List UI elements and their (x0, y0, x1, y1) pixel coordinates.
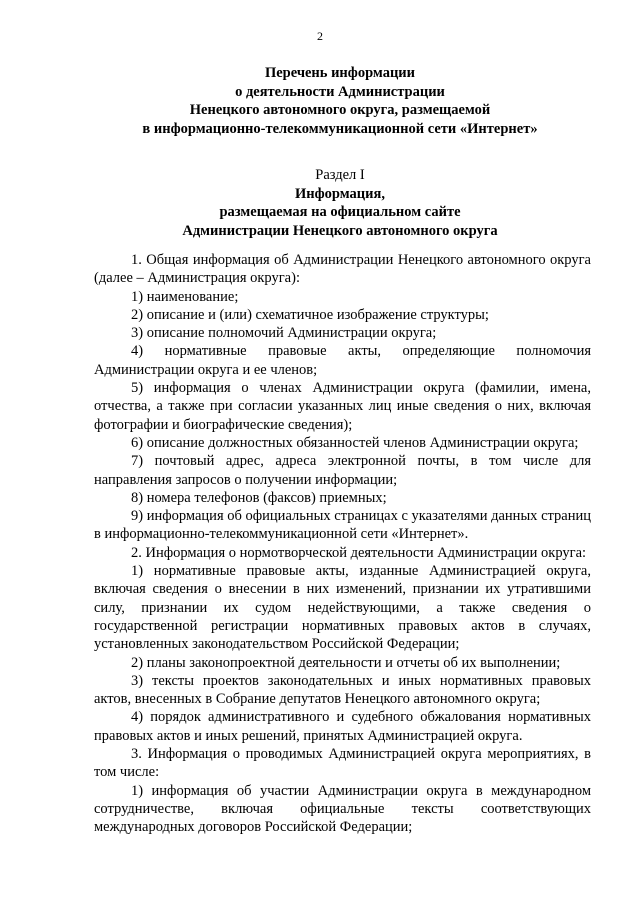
title-line-2: о деятельности Администрации (235, 83, 445, 100)
paragraph: 9) информация об официальных страницах с указателями данных страниц в информационно-телекоммуникационной сети «Интернет». (94, 508, 591, 543)
document-body (94, 251, 591, 837)
section-heading-2: размещаемая на официальном сайте (219, 204, 461, 220)
paragraph: 3) тексты проектов законодательных и иных нормативных правовых актов, внесенных в Собрание депутатов Ненецкого автономного округа; (94, 672, 591, 708)
section-heading-3: Администрации Ненецкого автономного округа (182, 222, 498, 239)
page-number: 2 (317, 29, 323, 43)
paragraph: 1) наименование; (131, 288, 239, 305)
paragraph: 2) планы законопроектной деятельности и отчеты об их выполнении; (131, 654, 561, 671)
paragraph: 3. Информация о проводимых Администрацией округа мероприятиях, в том числе: (94, 746, 591, 781)
title-line-1: Перечень информации (264, 65, 416, 81)
paragraph: 8) номера телефонов (факсов) приемных; (131, 489, 387, 506)
title-line-4: в информационно-телекоммуникационной сети «Интернет» (142, 120, 538, 137)
paragraph: 5) информация о членах Администрации округа (фамилии, имена, отчества, а также при согласии указанных лиц иные сведения о них, включая фотографии и биографические сведения); (94, 380, 591, 433)
section-label: Раздел I (315, 167, 365, 183)
paragraph: 2) описание и (или) схематичное изображение структуры; (131, 306, 489, 323)
paragraph: 7) почтовый адрес, адреса электронной почты, в том числе для направления запросов о получении информации; (94, 453, 591, 488)
paragraph: 3) описание полномочий Администрации округа; (131, 325, 437, 342)
paragraph: 2. Информация о нормотворческой деятельности Администрации округа: (131, 544, 587, 561)
section-header (60, 166, 620, 240)
title-line-3: Ненецкого автономного округа, размещаемой (189, 102, 491, 118)
section-heading-1: Информация, (295, 185, 385, 202)
paragraph: 1) нормативные правовые акты, изданные Администрацией округа, включая сведения о внесении в них изменений, признании их утратившими силу, признании их судом недействующими, а также сведения о государственной регистрации нормативных правовых актов в случаях, установленных законодательством Российской Федерации; (94, 563, 591, 653)
paragraph: 6) описание должностных обязанностей членов Администрации округа; (131, 434, 579, 451)
paragraph: 4) порядок административного и судебного обжалования нормативных правовых актов и иных решений, принятых Администрацией округа. (94, 709, 591, 744)
paragraph: 1. Общая информация об Администрации Ненецкого автономного округа (далее – Администрация округа): (94, 252, 591, 287)
paragraph: 1) информация об участии Администрации округа в международном сотрудничестве, включая официальные тексты соответствующих международных договоров Российской Федерации; (94, 782, 591, 836)
document-title (60, 64, 620, 138)
paragraph: 4) нормативные правовые акты, определяющие полномочия Администрации округа и ее членов; (94, 343, 591, 378)
